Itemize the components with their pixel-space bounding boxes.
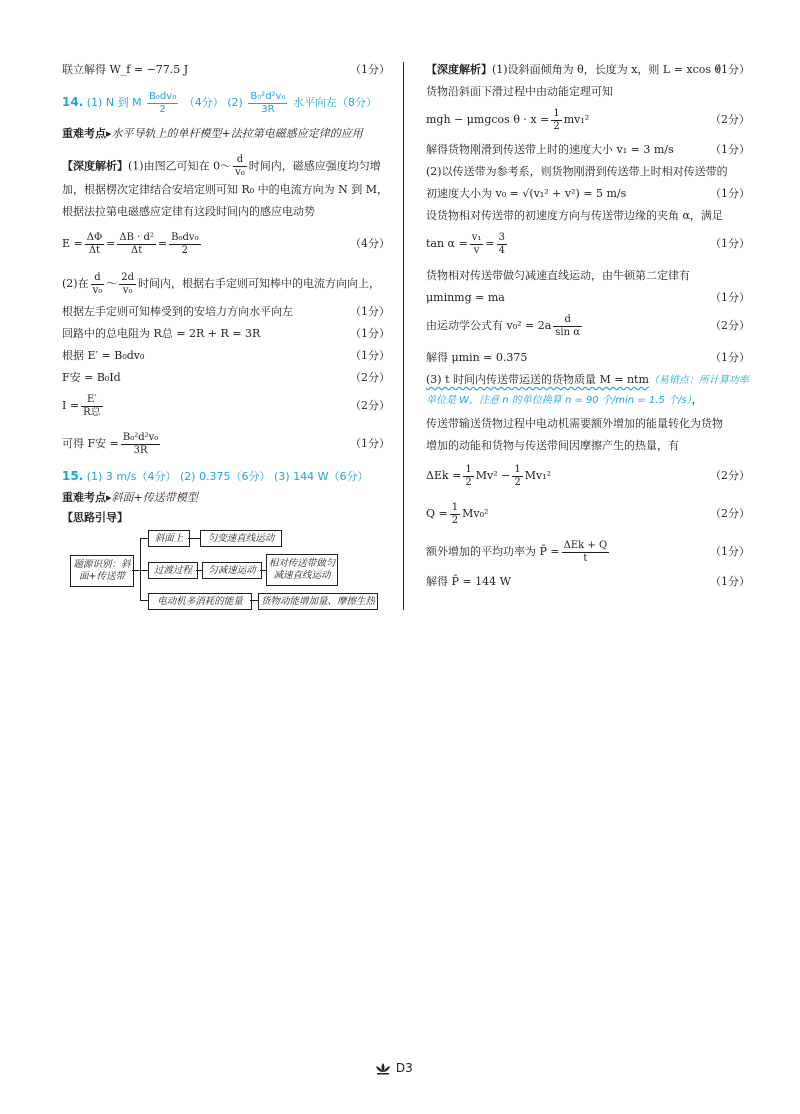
flow-relative-decel: 相对传送带做匀减速直线运动 — [266, 554, 338, 586]
fraction: $\frac{\text{B₀²d²v₀}}{3R}$ — [250, 90, 286, 115]
analysis-line: (2)在 $\frac{d}{\text{v₀}}$ ～ $\frac{2d}{\text{v₀}}$ 时间内，根据右手定则可知棒中的电流方向向上， — [62, 271, 381, 296]
flow-root: 题源识别：斜面+传送带 — [70, 555, 134, 587]
question-14-answer: 14. (1) N 到 M $\frac{\text{B₀dv₀}}{2}$ （4分） (2) $\frac{\text{B₀²d²v₀}}{3R}$ 水平向左（8分） — [62, 90, 377, 115]
equation-force: 可得 F安 = $\frac{\text{B₀²d²v₀}}{3R}$ （1分） — [62, 431, 390, 456]
equation-kinematics: 由运动学公式有 v₀² = 2a $\frac{d}{\text{sin α}}$ （2分） — [426, 313, 750, 338]
flow-kinetic-heat: 货物动能增加量、摩擦生热 — [258, 593, 378, 610]
thought-flowchart — [70, 530, 390, 610]
question-number: 15. — [62, 469, 84, 483]
equation-tan: tan α = $\frac{\text{v₁}}{v}$ = $\frac{3}{4}$ （1分） — [426, 231, 750, 256]
page-number: D3 — [395, 1061, 413, 1075]
lotus-logo-icon — [374, 1062, 392, 1076]
error-prone-note: （易错点：所计算功率 — [648, 375, 749, 386]
equation-emf: E = $\frac{\Delta\Phi}{\Delta t}$ = $\frac{\text{ΔB · d²}}{\Delta t}$ = $\frac{\text{B₀dv₀}}{2}$ （4分） — [62, 231, 390, 256]
flow-slope: 斜面上 — [148, 530, 190, 547]
equation-energy: mgh − μmgcos θ · x = $\frac{1}{2}$ mv₁² （2分） — [426, 107, 750, 132]
equation-delta-ek: ΔEk = $\frac{1}{2}$ Mv² − $\frac{1}{2}$ Mv₁² （2分） — [426, 463, 750, 488]
page-footer — [374, 1061, 413, 1076]
error-prone-note: 单位是 W，注意 n 的单位换算 n = 90 个/min = 1.5 个/s） — [426, 395, 692, 406]
equation-heat: Q = $\frac{1}{2}$ Mv₀² （2分） — [426, 501, 750, 526]
equation-current: I = $\frac{E'}{\text{R总}}$ （2分） — [62, 393, 390, 418]
flow-motor-energy: 电动机多消耗的能量 — [148, 593, 252, 610]
flow-decel: 匀减速运动 — [202, 562, 262, 579]
flow-uniform-accel: 匀变速直线运动 — [200, 530, 282, 547]
fraction: $\frac{\text{B₀dv₀}}{2}$ — [149, 90, 177, 115]
answer-page: 联立解得 W_f = −77.5 J （1分） 14. (1) N 到 M $\frac{\text{B₀dv₀}}{2}$ （4分） (2) $\frac{\text{B₀²d²v₀}}{3R}$ 水平向左（8分） 重难考点▸水平导轨上的单杆模型+法拉第电磁感应定律的应用 【深度解析】(1)由图乙可知在 0～ $\frac{d}{\text{v₀}}$ 时间内，磁感应强度均匀增 加，根据楞次定律结合安培定则可知 R₀ 中的电流方向为 N 到 M， 根据法拉第电磁感应定律有这段时间内的感应电动势 E = $\frac{\Delta\Phi}{\Delta t}$ = $\frac{\text{ΔB · d²}}{\Delta t}$ = $\frac{\text{B₀dv₀}}{2}$ （4分） (2)在 $\frac{d}{\text{v₀}}$ ～ $\frac{2d}{\text{v₀}}$ 时间内，根据右手定则可知棒中的电流方向向上， 根据左手定则可知棒受到的安培力方向水平向左 （1分） 回路中的总电阻为 R总 = 2R + R = 3R （1分） 根据 E′ = B₀dv₀ （1分） F安 = B₀Id （2分） I = $\frac{E'}{\text{R总}}$ （2分） 可得 F安 = $\frac{\text{B₀²d²v₀}}{3R}$ （1分） 15. (1) 3 m/s（4分） (2) 0.375（6分） (3) 144 W（6分） 重难考点▸斜面+传送带模型 【思路引导】 题源识别：斜面+传送带 斜面上 匀变速直线运动 过渡过程 匀减速运动 相对传送带做匀减速直线运动 电动机多消耗的能量 货物动能增加量、摩擦生热 【深度解析】(1)设斜面倾角为 θ，长度为 x，则 L = xcos θ （1分） 货物沿斜面下滑过程中由动能定理可知 mgh − μmgcos θ · x = $\frac{1}{2}$ mv₁² （2分） 解得货物刚滑到传送带上时的速度大小 v₁ = 3 m/s （1分） (2)以传送带为参考系，则货物刚滑到传送带上时相对传送带的 初速度大小为 v₀ = √(v₁² + v²) = 5 m/s （1分） 设货物相对传送带的初速度方向与传送带边缘的夹角 α，满足 tan α = $\frac{\text{v₁}}{v}$ = $\frac{3}{4}$ （1分） 货物相对传送带做匀减速直线运动，由牛顿第二定律有 μminmg = ma （1分） 由运动学公式有 v₀² = 2a $\frac{d}{\text{sin α}}$ （2分） 解得 μmin = 0.375 （1分） (3) t 时间内传送带运送的货物质量 M = ntm（易错点：所计算功率 单位是 W，注意 n 的单位换算 n = 90 个/min = 1.5 个/s）， 传送带输送货物过程中电动机需要额外增加的能量转化为货物 增加的动能和货物与传送带间因摩擦产生的热量，有 ΔEk = $\frac{1}{2}$ Mv² − $\frac{1}{2}$ Mv₁² （2分） Q = $\frac{1}{2}$ Mv₀² （2分） 额外增加的平均功率为 P̄ = $\frac{\text{ΔEk + Q}}{t}$ （1分） 解得 P̄ = 144 W （1分） D3 — [62, 63, 750, 1075]
column-divider — [403, 62, 404, 610]
equation-power: 额外增加的平均功率为 P̄ = $\frac{\text{ΔEk + Q}}{t}$ （1分） — [426, 539, 750, 564]
question-number: 14. — [62, 95, 84, 109]
flow-transition: 过渡过程 — [148, 562, 198, 579]
